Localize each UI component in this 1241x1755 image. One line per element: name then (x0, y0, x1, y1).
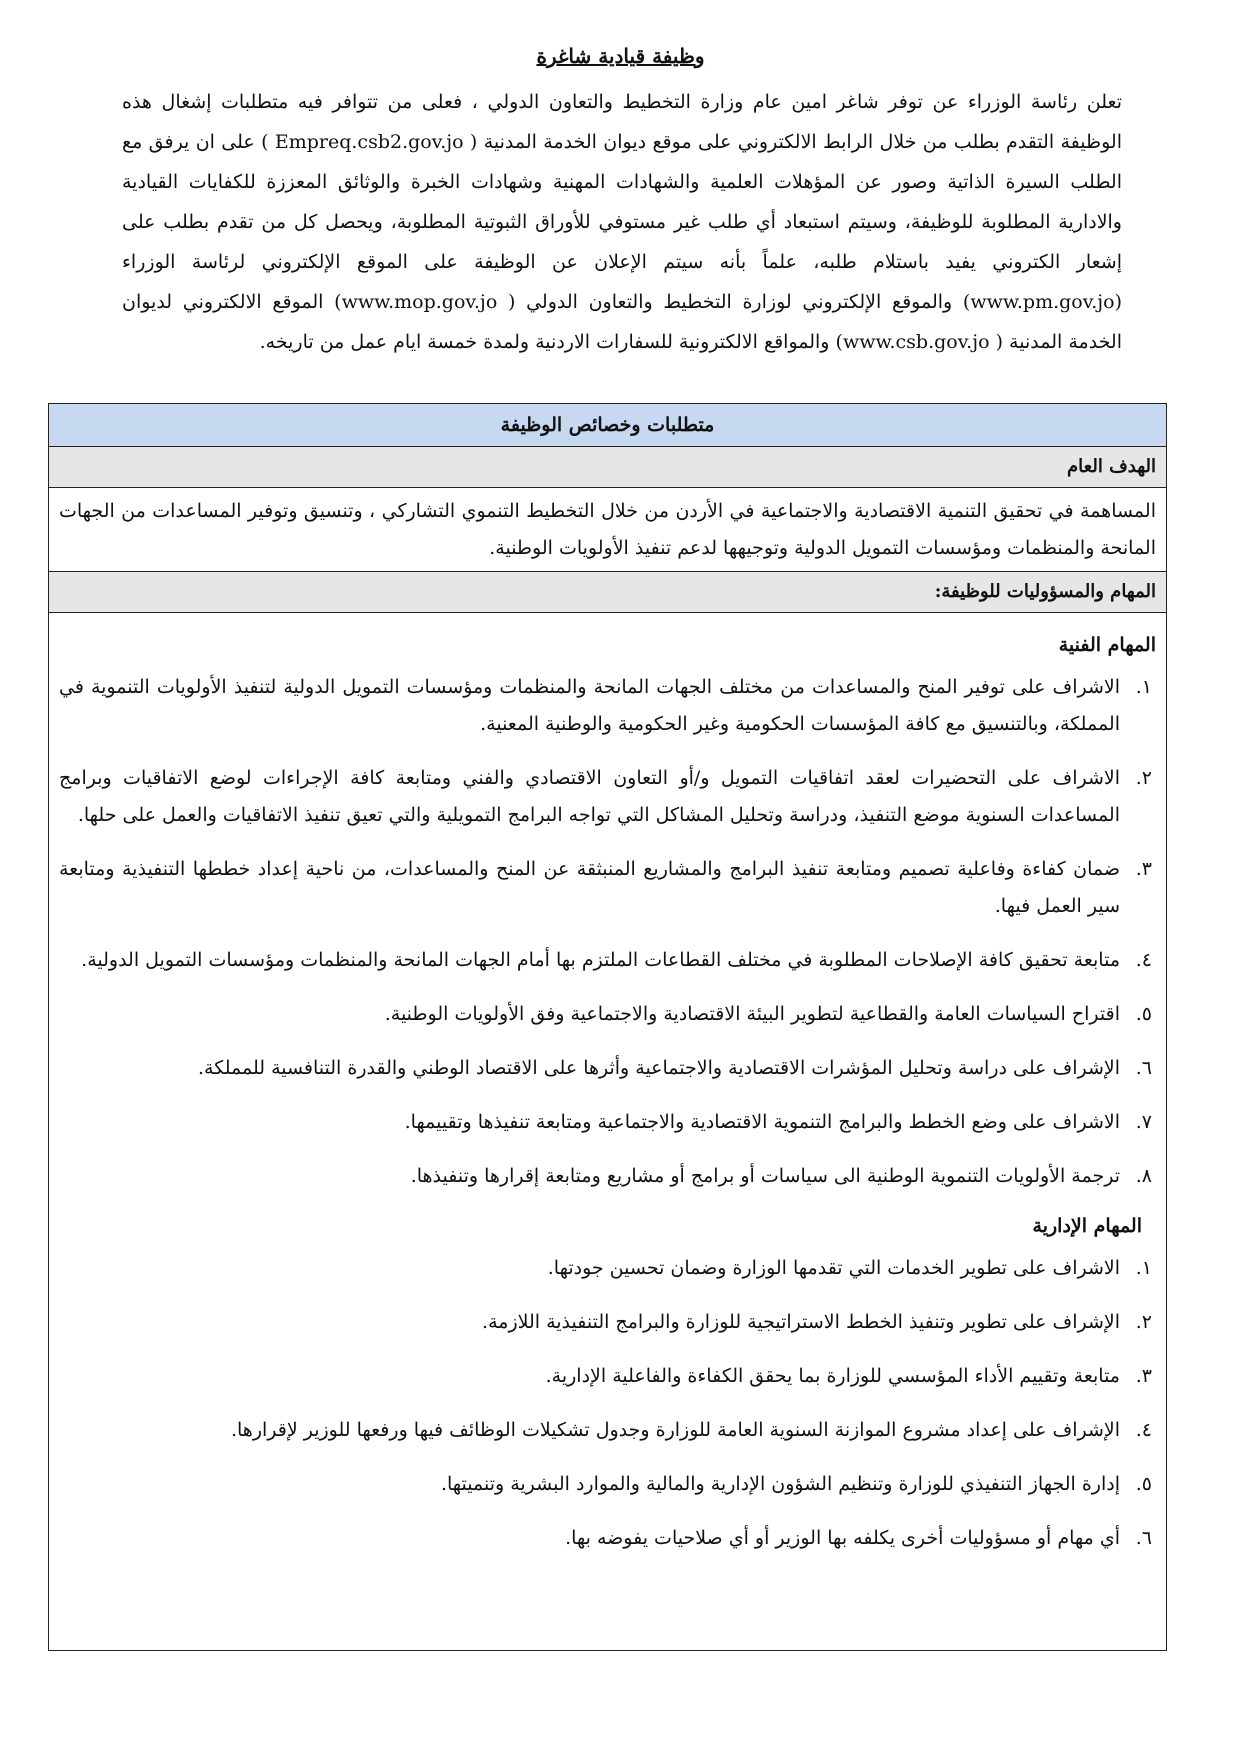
item-text: الاشراف على تطوير الخدمات التي تقدمها الوزارة وضمان تحسين جودتها. (547, 1257, 1120, 1279)
list-item (59, 760, 1156, 834)
goal-label: الهدف العام (49, 447, 1166, 488)
technical-tasks-list (49, 669, 1166, 1195)
item-text: الاشراف على التحضيرات لعقد اتفاقيات التمويل و/أو التعاون الاقتصادي والفني ومتابعة كافة الإجراءات لوضع الاتفاقيات وبرامج المساعدات السنوية موضع التنفيذ، ودراسة وتحليل المشاكل التي تواجه البرامج التمويلية والتي تعيق تنفيذ الاتفاقيات والعمل على حلها. (59, 767, 1120, 826)
item-number: ٢. (1135, 1311, 1152, 1333)
list-item (59, 1250, 1156, 1287)
item-text: إدارة الجهاز التنفيذي للوزارة وتنظيم الشؤون الإدارية والمالية والموارد البشرية وتنميتها. (440, 1473, 1120, 1495)
requirements-table (48, 403, 1167, 1651)
list-item (59, 942, 1156, 979)
item-text: الاشراف على وضع الخطط والبرامج التنموية الاقتصادية والاجتماعية ومتابعة تنفيذها وتقييمها. (404, 1111, 1120, 1133)
list-item (59, 1304, 1156, 1341)
list-item (59, 1466, 1156, 1503)
admin-tasks-list (49, 1250, 1166, 1557)
item-text: الإشراف على دراسة وتحليل المؤشرات الاقتصادية والاجتماعية وأثرها على الاقتصاد الوطني والقدرة التنافسية للمملكة. (197, 1057, 1120, 1079)
item-number: ٣. (1135, 858, 1152, 880)
goal-text: المساهمة في تحقيق التنمية الاقتصادية والاجتماعية في الأردن من خلال التخطيط التنموي التشاركي ، وتنسيق وتوفير المساعدات من الجهات المانحة والمنظمات ومؤسسات التمويل الدولية وتوجيهها لدعم تنفيذ الأولويات الوطنية. (49, 488, 1166, 572)
item-text: الإشراف على إعداد مشروع الموازنة السنوية العامة للوزارة وجدول تشكيلات الوظائف فيها ورفعها للوزير لإقرارها. (230, 1419, 1120, 1441)
list-item (59, 1050, 1156, 1087)
list-item (59, 1358, 1156, 1395)
duties-label: المهام والمسؤوليات للوظيفة: (49, 572, 1166, 613)
item-number: ١. (1135, 676, 1152, 698)
page-title: وظيفة قيادية شاغرة (536, 44, 705, 68)
item-text: اقتراح السياسات العامة والقطاعية لتطوير البيئة الاقتصادية والاجتماعية وفق الأولويات الوطنية. (384, 1003, 1120, 1025)
item-text: ترجمة الأولويات التنموية الوطنية الى سياسات أو برامج أو مشاريع ومتابعة إقرارها وتنفيذها. (410, 1165, 1120, 1187)
item-text: أي مهام أو مسؤوليات أخرى يكلفه بها الوزير أو أي صلاحيات يفوضه بها. (565, 1527, 1120, 1549)
item-number: ٤. (1135, 949, 1152, 971)
item-number: ١. (1135, 1257, 1152, 1279)
item-text: متابعة تحقيق كافة الإصلاحات المطلوبة في مختلف القطاعات الملتزم بها أمام الجهات المانحة والمنظمات ومؤسسات التمويل الدولية. (81, 949, 1120, 971)
list-item (59, 1520, 1156, 1557)
table-header: متطلبات وخصائص الوظيفة (49, 404, 1166, 447)
item-number: ٢. (1135, 767, 1152, 789)
item-number: ٣. (1135, 1365, 1152, 1387)
item-text: الإشراف على تطوير وتنفيذ الخطط الاستراتيجية للوزارة والبرامج التنفيذية اللازمة. (482, 1311, 1120, 1333)
item-text: ضمان كفاءة وفاعلية تصميم ومتابعة تنفيذ البرامج والمشاريع المنبثقة عن المنح والمساعدات، من ناحية إعداد خططها التنفيذية ومتابعة سير العمل فيها. (59, 858, 1120, 917)
item-number: ٦. (1135, 1527, 1152, 1549)
list-item (59, 996, 1156, 1033)
item-number: ٥. (1135, 1473, 1152, 1495)
list-item (59, 851, 1156, 925)
item-text: متابعة وتقييم الأداء المؤسسي للوزارة بما يحقق الكفاءة والفاعلية الإدارية. (545, 1365, 1120, 1387)
admin-tasks-heading: المهام الإدارية (1032, 1215, 1142, 1237)
item-number: ٧. (1135, 1111, 1152, 1133)
item-number: ٥. (1135, 1003, 1152, 1025)
item-text: الاشراف على توفير المنح والمساعدات من مختلف الجهات المانحة والمنظمات ومؤسسات التمويل الدولية لتنفيذ الأولويات التنموية في المملكة، وبالتنسيق مع كافة المؤسسات الحكومية وغير الحكومية والوطنية المعنية. (59, 676, 1120, 735)
item-number: ٨. (1135, 1165, 1152, 1187)
list-item (59, 1104, 1156, 1141)
list-item (59, 1158, 1156, 1195)
intro-paragraph: تعلن رئاسة الوزراء عن توفر شاغر امين عام وزارة التخطيط والتعاون الدولي ، فعلى من تتوافر فيه متطلبات إشغال هذه الوظيفة التقدم بطلب من خلال الرابط الالكتروني على موقع ديوان الخدمة المدنية ( Empreq.csb2.gov.jo ) على ان يرفق مع الطلب السيرة الذاتية وصور عن المؤهلات العلمية والشهادات المهنية وشهادات الخبرة والوثائق المعززة للكفايات القيادية والادارية المطلوبة للوظيفة، وسيتم استبعاد أي طلب غير مستوفي للأوراق الثبوتية المطلوبة، ويحصل كل من تقدم بطلب على إشعار الكتروني يفيد باستلام طلبه، علماً بأنه سيتم الإعلان عن الوظيفة على الموقع الإلكتروني لرئاسة الوزراء (www.pm.gov.jo) والموقع الإلكتروني لوزارة التخطيط والتعاون الدولي ( www.mop.gov.jo) الموقع الالكتروني لديوان الخدمة المدنية ( www.csb.gov.jo) والمواقع الالكترونية للسفارات الاردنية ولمدة خمسة ايام عمل من تاريخه. (122, 91, 1122, 353)
list-item (59, 669, 1156, 743)
item-number: ٦. (1135, 1057, 1152, 1079)
list-item (59, 1412, 1156, 1449)
item-number: ٤. (1135, 1419, 1152, 1441)
technical-tasks-heading: المهام الفنية (1058, 634, 1156, 656)
